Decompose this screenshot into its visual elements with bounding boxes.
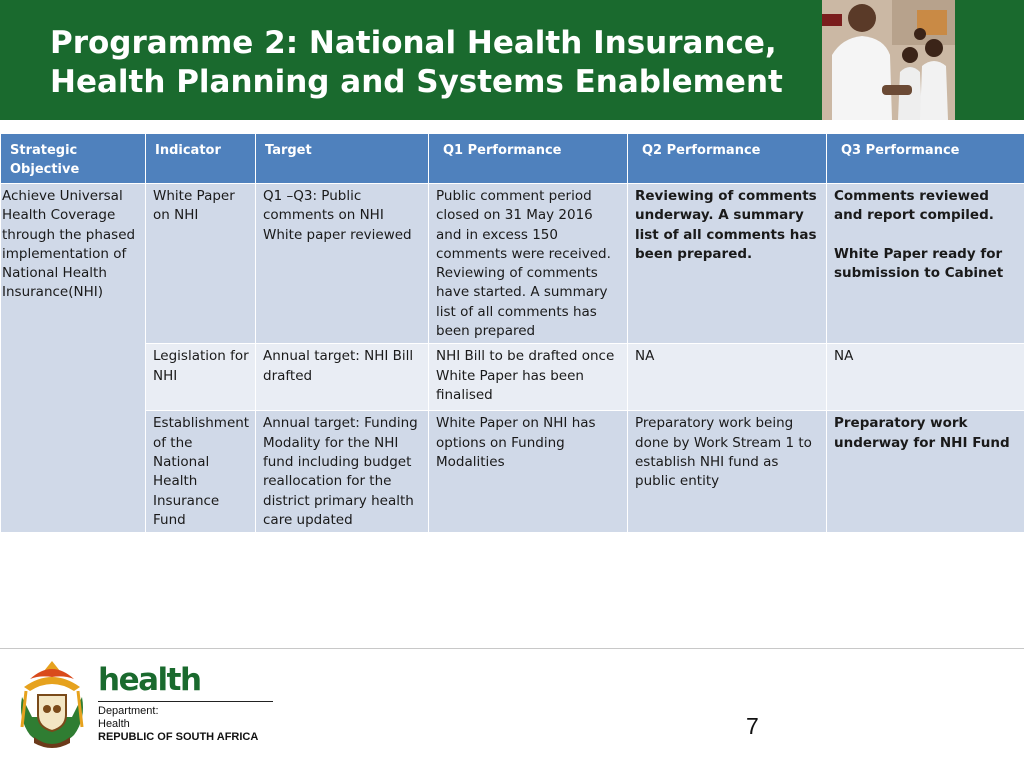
q1-cell: White Paper on NHI has options on Funding Modalities (429, 411, 628, 533)
page-number: 7 (746, 713, 759, 739)
q2-cell: Reviewing of comments underway. A summary list of all comments has been prepared. (628, 184, 827, 344)
q3-cell (827, 184, 1024, 344)
indicator-cell: Establishment of the National Health Insurance Fund (146, 411, 256, 533)
dept-line-2: Health (98, 718, 130, 730)
table-row (1, 184, 1024, 344)
col-header-indicator: Indicator (146, 134, 256, 184)
table-header-row (1, 134, 1024, 184)
q3-text-part1: Comments reviewed and report compiled. (834, 188, 994, 224)
target-cell: Q1 –Q3: Public comments on NHI White paper reviewed (256, 184, 429, 344)
indicator-cell: White Paper on NHI (146, 184, 256, 344)
q2-cell: NA (628, 344, 827, 411)
south-africa-coat-of-arms-icon (16, 657, 88, 751)
header-banner (0, 0, 1024, 120)
col-header-q1: Q1 Performance (429, 134, 628, 184)
indicator-cell: Legislation for NHI (146, 344, 256, 411)
title-line-2: Health Planning and Systems Enablement (50, 64, 783, 100)
nurse-with-children-photo (822, 0, 955, 120)
programme-table (0, 133, 1024, 533)
col-header-q2: Q2 Performance (628, 134, 827, 184)
q1-cell: NHI Bill to be drafted once White Paper has been finalised (429, 344, 628, 411)
q3-cell: Preparatory work underway for NHI Fund (827, 411, 1024, 533)
q2-cell: Preparatory work being done by Work Stream 1 to establish NHI fund as public entity (628, 411, 827, 533)
health-brand-wordmark: health (98, 662, 201, 698)
dept-line-1: Department: (98, 705, 159, 717)
strategic-objective-cell: Achieve Universal Health Coverage through the phased implementation of National Health Insurance(NHI) (1, 184, 146, 533)
target-cell: Annual target: NHI Bill drafted (256, 344, 429, 411)
q1-cell: Public comment period closed on 31 May 2016 and in excess 150 comments were received. Reviewing of comments have started. A summary list of all comments has been prepared (429, 184, 628, 344)
table-row (1, 344, 1024, 411)
dept-line-3: REPUBLIC OF SOUTH AFRICA (98, 731, 259, 743)
col-header-q3: Q3 Performance (827, 134, 1024, 184)
col-header-strategic-objective: Strategic Objective (1, 134, 146, 184)
title-line-1: Programme 2: National Health Insurance, (50, 25, 777, 61)
target-cell: Annual target: Funding Modality for the NHI fund including budget reallocation for the district primary health care updated (256, 411, 429, 533)
table-row (1, 411, 1024, 533)
col-header-target: Target (256, 134, 429, 184)
q3-text-part2: White Paper ready for submission to Cabinet (834, 245, 1004, 281)
q3-cell: NA (827, 344, 1024, 411)
page-title (50, 24, 810, 102)
footer-divider (0, 648, 1024, 649)
department-label (98, 705, 258, 744)
brand-underline (98, 701, 273, 702)
